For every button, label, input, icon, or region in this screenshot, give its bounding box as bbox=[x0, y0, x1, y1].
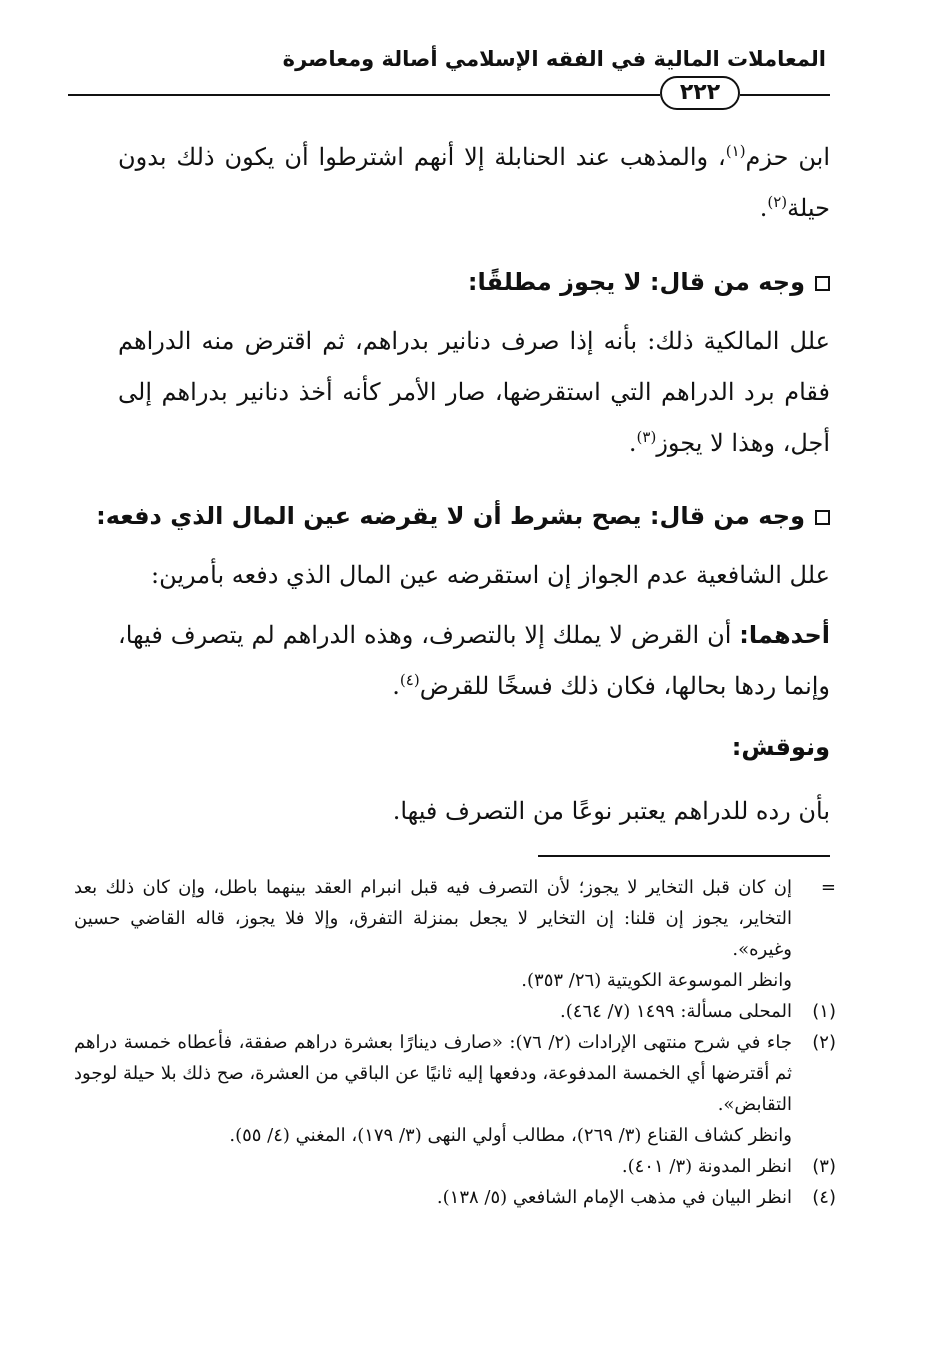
footnote-3 bbox=[74, 1151, 836, 1182]
footnote-3-mark: (٣) bbox=[812, 1156, 836, 1177]
footnote-1-mark: (١) bbox=[812, 1001, 836, 1022]
p2-text: علل المالكية ذلك: بأنه إذا صرف دنانير بدراهم، ثم اقترض منه الدراهم فقام برد الدراهم التي استقرضها، صار الأمر كأنه أخذ دنانير بدراهم إلى أجل، وهذا لا يجوز bbox=[118, 327, 830, 457]
paragraph-3 bbox=[118, 550, 830, 601]
footnote-4-text: انظر البيان في مذهب الإمام الشافعي (٥/ ١٣٨). bbox=[436, 1187, 792, 1208]
paragraph-6 bbox=[118, 786, 830, 837]
checkbox-bullet-icon bbox=[815, 276, 830, 291]
footnote-3-text: انظر المدونة (٣/ ٤٠١). bbox=[621, 1156, 792, 1177]
footnote-ref-4[interactable]: (٤) bbox=[399, 671, 420, 689]
footnote-ref-2[interactable]: (٢) bbox=[767, 193, 788, 211]
header-rule-right bbox=[740, 94, 830, 96]
footnotes bbox=[74, 872, 836, 1213]
p1-end: . bbox=[759, 194, 768, 222]
page-number: ٢٢٢ bbox=[660, 76, 740, 110]
checkbox-bullet-icon bbox=[815, 510, 830, 525]
paragraph-2 bbox=[118, 316, 830, 469]
footnote-4-mark: (٤) bbox=[812, 1187, 836, 1208]
paragraph-5 bbox=[118, 722, 830, 773]
heading-1-text: وجه من قال: لا يجوز مطلقًا: bbox=[467, 268, 805, 296]
p4-end: . bbox=[392, 672, 400, 700]
p2-end: . bbox=[628, 429, 637, 457]
paragraph-4 bbox=[118, 610, 830, 712]
section-heading-1 bbox=[118, 262, 830, 302]
footnote-ref-3[interactable]: (٣) bbox=[636, 428, 657, 446]
paragraph-1 bbox=[118, 132, 830, 234]
section-heading-2 bbox=[96, 496, 830, 536]
footnote-separator bbox=[538, 855, 830, 857]
p5-lead: ونوقش: bbox=[731, 733, 830, 761]
footnote-1-text: المحلى مسألة: ١٤٩٩ (٧/ ٤٦٤). bbox=[560, 1001, 792, 1022]
header-rule-left bbox=[68, 94, 660, 96]
continuation-mark: = bbox=[820, 877, 836, 898]
running-title: المعاملات المالية في الفقه الإسلامي أصالة ومعاصرة bbox=[282, 47, 826, 71]
footnote-2-text: جاء في شرح منتهى الإرادات (٢/ ٧٦): «صارف دينارًا بعشرة دراهم صفقة، فأعطاه خمسة دراهم ثم أقترضها أي الخمسة المدفوعة، ودفعها إليه ثانيًا عن الباقي من العشرة، صح ذلك بلا حيلة لوجود التقابض». bbox=[74, 1032, 792, 1115]
heading-2-text: وجه من قال: يصح بشرط أن لا يقرضه عين المال الذي دفعه: bbox=[96, 502, 805, 530]
footnote-ref-1[interactable]: (١) bbox=[725, 142, 746, 160]
footnote-1 bbox=[74, 996, 836, 1027]
footnote-2 bbox=[74, 1027, 836, 1151]
p1-text-2: ، والمذهب عند الحنابلة إلا أنهم اشترطوا أن يكون ذلك بدون حيلة bbox=[118, 143, 830, 222]
p1-text: ابن حزم bbox=[745, 143, 830, 171]
p6-text: بأن رده للدراهم يعتبر نوعًا من التصرف فيها. bbox=[392, 797, 830, 825]
p3-text: علل الشافعية عدم الجواز إن استقرضه عين المال الذي دفعه بأمرين: bbox=[151, 561, 830, 589]
p4-text: أن القرض لا يملك إلا بالتصرف، وهذه الدراهم لم يتصرف فيها، وإنما ردها بحالها، فكان ذلك فسخًا للقرض bbox=[118, 621, 830, 700]
continuation-text: إن كان قبل التخاير لا يجوز؛ لأن التصرف فيه قبل انبرام العقد بينهما باطل، وإن كان ذلك بعد التخاير، يجوز إن قلنا: إن التخاير لا يجعل بمنزلة التفرق، وإلا فلا يجوز، قاله القاضي حسين وغيره». bbox=[74, 877, 792, 960]
footnote-2-text-2: وانظر كشاف القناع (٣/ ٢٦٩)، مطالب أولي النهى (٣/ ١٧٩)، المغني (٤/ ٥٥). bbox=[229, 1125, 792, 1146]
footnote-4 bbox=[74, 1182, 836, 1213]
continuation-text-2: وانظر الموسوعة الكويتية (٢٦/ ٣٥٣). bbox=[521, 970, 792, 991]
footnote-2-mark: (٢) bbox=[812, 1032, 836, 1053]
p4-lead: أحدهما: bbox=[739, 621, 830, 649]
footnote-continuation bbox=[74, 872, 836, 996]
